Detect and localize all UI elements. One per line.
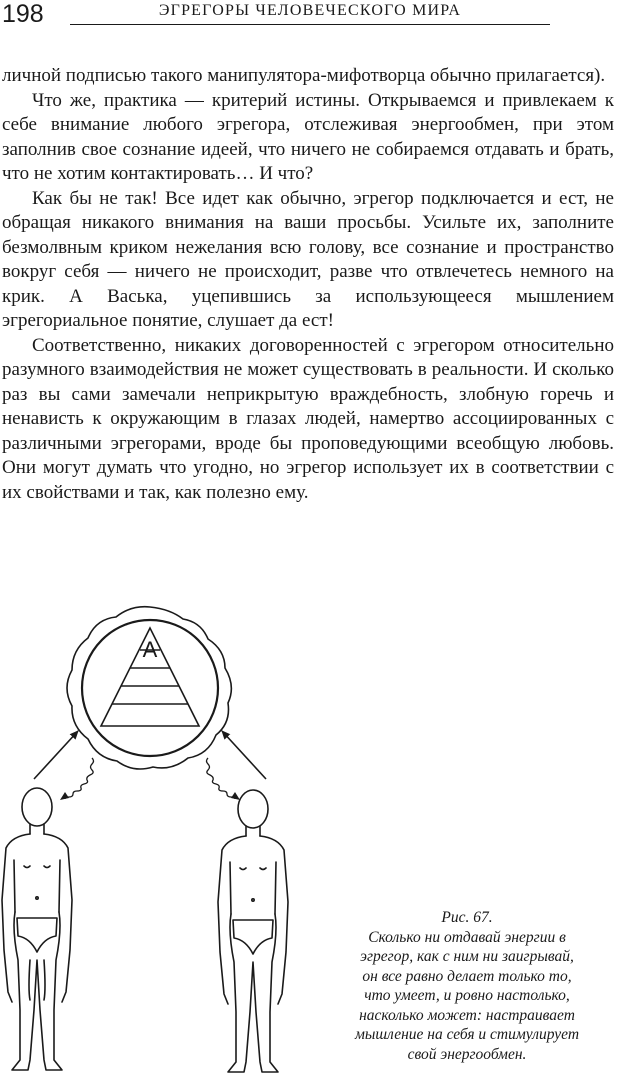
caption-line: свой энергообмен. [407,1045,527,1063]
body-text [2,64,614,505]
caption-line: Рис. 67. [441,909,493,926]
arrow-right [222,731,266,779]
caption-line: насколько может: настраивает [359,1006,575,1024]
arrow-left [34,731,78,779]
paragraph: Соответственно, никаких договоренностей с эгрегором относительно разумного взаимодействия не может существовать в реальности. И сколько раз вы сами замечали неприкрытую враждебность, злобную горечь и ненависть к окружающим в глазах людей, намертво ассоциированных с различными эгрегорами, вроде бы проповедующими всеобщую любовь. Они могут думать что угодно, но эгрегор использует их в соответствии с их свойствами и так, как полезно ему. [2,334,614,503]
caption-line: мышление на себя и стимулирует [354,1026,580,1043]
caption-line: что умеет, и ровно настолько, [364,987,570,1004]
caption-line: Сколько ни отдавай энергии в [368,928,566,946]
paragraph: личной подписью такого манипулятора-мифотворца обычно прилагается). [2,65,606,86]
energy-wave-right [207,758,236,799]
caption-line: эгрегор, как с ним ни заигрывай, [360,948,574,965]
human-figure-left [2,788,72,1070]
page-number: 198 [2,0,44,28]
human-figure-right [218,790,288,1072]
header-rule [70,24,550,25]
caption-line: он все равно делает только то, [362,967,572,985]
paragraph: Что же, практика — критерий истины. Открываемся и привлекаем к себе внимание любого эгрегора, отслеживая энергообмен, при этом заполнив свое сознание идеей, что ничего не собираемся отдавать и брать, что не хотим контактировать… И что? [2,89,614,184]
paragraph: Как бы не так! Все идет как обычно, эгрегор подключается и ест, не обращая никакого внимания на ваши просьбы. Усильте их, заполните безмолвным криком нежелания всю голову, все сознание и пространство вокруг себя — ничего не происходит, разве что отвлечетесь немного на крик. А Васька, уцепившись за использующееся мышлением эгрегориальное понятие, слушает да ест! [2,187,614,331]
figure-caption [322,908,612,1064]
energy-wave-right-head [231,792,240,800]
pyramid-letter: A [142,637,158,662]
running-title: ЭГРЕГОРЫ ЧЕЛОВЕЧЕСКОГО МИРА [158,2,462,19]
energy-wave-left-head [60,792,69,800]
energy-wave-left [65,758,94,799]
